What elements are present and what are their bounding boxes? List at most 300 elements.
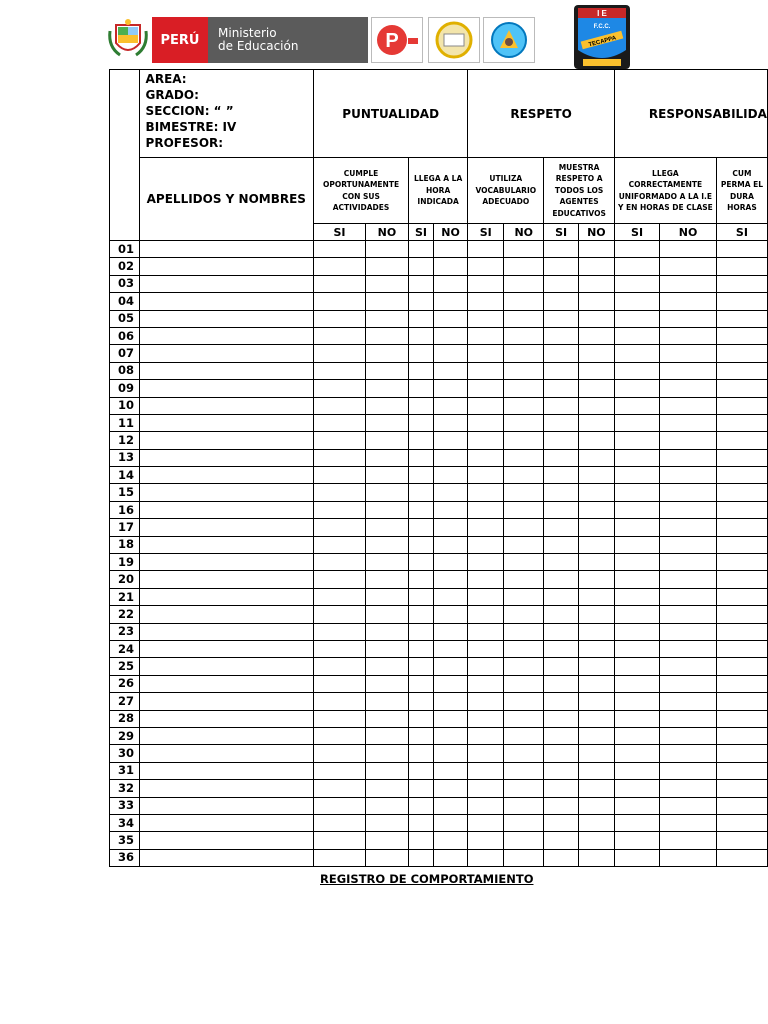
student-name-cell[interactable] [139,554,314,571]
yes-mark-cell[interactable] [314,519,366,536]
yes-mark-cell[interactable] [544,693,578,710]
no-mark-cell[interactable] [365,501,408,518]
no-mark-cell[interactable] [660,623,717,640]
no-mark-cell[interactable] [433,606,467,623]
yes-mark-cell[interactable] [409,640,434,657]
yes-mark-cell[interactable] [468,397,504,414]
no-mark-cell[interactable] [365,414,408,431]
yes-mark-cell[interactable] [468,606,504,623]
no-mark-cell[interactable] [660,293,717,310]
no-mark-cell[interactable] [578,658,614,675]
yes-mark-cell[interactable] [716,484,767,501]
no-mark-cell[interactable] [365,693,408,710]
no-mark-cell[interactable] [660,780,717,797]
no-mark-cell[interactable] [433,849,467,866]
no-mark-cell[interactable] [578,380,614,397]
yes-mark-cell[interactable] [468,640,504,657]
no-mark-cell[interactable] [660,675,717,692]
student-name-cell[interactable] [139,380,314,397]
yes-mark-cell[interactable] [468,519,504,536]
no-mark-cell[interactable] [504,675,544,692]
no-mark-cell[interactable] [504,432,544,449]
yes-mark-cell[interactable] [716,362,767,379]
yes-mark-cell[interactable] [409,675,434,692]
yes-mark-cell[interactable] [716,275,767,292]
no-mark-cell[interactable] [504,241,544,258]
no-mark-cell[interactable] [365,849,408,866]
yes-mark-cell[interactable] [614,327,659,344]
yes-mark-cell[interactable] [716,293,767,310]
yes-mark-cell[interactable] [468,310,504,327]
no-mark-cell[interactable] [578,727,614,744]
student-name-cell[interactable] [139,449,314,466]
yes-mark-cell[interactable] [409,241,434,258]
yes-mark-cell[interactable] [409,623,434,640]
yes-mark-cell[interactable] [409,814,434,831]
no-mark-cell[interactable] [365,588,408,605]
yes-mark-cell[interactable] [614,849,659,866]
student-name-cell[interactable] [139,814,314,831]
yes-mark-cell[interactable] [544,832,578,849]
yes-mark-cell[interactable] [409,345,434,362]
yes-mark-cell[interactable] [544,623,578,640]
yes-mark-cell[interactable] [716,310,767,327]
no-mark-cell[interactable] [433,554,467,571]
yes-mark-cell[interactable] [468,849,504,866]
yes-mark-cell[interactable] [614,571,659,588]
yes-mark-cell[interactable] [468,780,504,797]
no-mark-cell[interactable] [365,310,408,327]
yes-mark-cell[interactable] [314,693,366,710]
yes-mark-cell[interactable] [314,849,366,866]
yes-mark-cell[interactable] [614,432,659,449]
yes-mark-cell[interactable] [544,640,578,657]
yes-mark-cell[interactable] [314,554,366,571]
no-mark-cell[interactable] [365,814,408,831]
yes-mark-cell[interactable] [614,710,659,727]
no-mark-cell[interactable] [365,536,408,553]
no-mark-cell[interactable] [433,519,467,536]
student-name-cell[interactable] [139,501,314,518]
yes-mark-cell[interactable] [409,745,434,762]
no-mark-cell[interactable] [660,501,717,518]
yes-mark-cell[interactable] [614,362,659,379]
student-name-cell[interactable] [139,258,314,275]
yes-mark-cell[interactable] [314,241,366,258]
no-mark-cell[interactable] [660,258,717,275]
yes-mark-cell[interactable] [314,414,366,431]
no-mark-cell[interactable] [578,710,614,727]
no-mark-cell[interactable] [504,519,544,536]
yes-mark-cell[interactable] [544,588,578,605]
student-name-cell[interactable] [139,345,314,362]
no-mark-cell[interactable] [365,762,408,779]
no-mark-cell[interactable] [433,310,467,327]
yes-mark-cell[interactable] [614,397,659,414]
yes-mark-cell[interactable] [314,293,366,310]
no-mark-cell[interactable] [433,362,467,379]
no-mark-cell[interactable] [578,814,614,831]
yes-mark-cell[interactable] [409,658,434,675]
no-mark-cell[interactable] [578,467,614,484]
yes-mark-cell[interactable] [544,814,578,831]
no-mark-cell[interactable] [433,588,467,605]
yes-mark-cell[interactable] [409,606,434,623]
student-name-cell[interactable] [139,658,314,675]
student-name-cell[interactable] [139,745,314,762]
yes-mark-cell[interactable] [716,710,767,727]
yes-mark-cell[interactable] [716,571,767,588]
no-mark-cell[interactable] [433,275,467,292]
no-mark-cell[interactable] [578,258,614,275]
no-mark-cell[interactable] [365,571,408,588]
no-mark-cell[interactable] [578,640,614,657]
no-mark-cell[interactable] [504,571,544,588]
yes-mark-cell[interactable] [409,849,434,866]
no-mark-cell[interactable] [504,623,544,640]
no-mark-cell[interactable] [433,658,467,675]
student-name-cell[interactable] [139,832,314,849]
yes-mark-cell[interactable] [314,588,366,605]
yes-mark-cell[interactable] [544,762,578,779]
no-mark-cell[interactable] [578,675,614,692]
yes-mark-cell[interactable] [614,588,659,605]
no-mark-cell[interactable] [660,449,717,466]
yes-mark-cell[interactable] [314,536,366,553]
yes-mark-cell[interactable] [614,293,659,310]
yes-mark-cell[interactable] [716,693,767,710]
no-mark-cell[interactable] [365,623,408,640]
student-name-cell[interactable] [139,623,314,640]
yes-mark-cell[interactable] [716,536,767,553]
yes-mark-cell[interactable] [614,554,659,571]
no-mark-cell[interactable] [504,414,544,431]
no-mark-cell[interactable] [660,814,717,831]
yes-mark-cell[interactable] [614,414,659,431]
yes-mark-cell[interactable] [409,832,434,849]
no-mark-cell[interactable] [504,849,544,866]
no-mark-cell[interactable] [504,554,544,571]
yes-mark-cell[interactable] [409,554,434,571]
no-mark-cell[interactable] [660,693,717,710]
student-name-cell[interactable] [139,710,314,727]
yes-mark-cell[interactable] [314,467,366,484]
no-mark-cell[interactable] [578,797,614,814]
no-mark-cell[interactable] [433,380,467,397]
yes-mark-cell[interactable] [544,780,578,797]
yes-mark-cell[interactable] [468,554,504,571]
yes-mark-cell[interactable] [314,780,366,797]
yes-mark-cell[interactable] [409,762,434,779]
no-mark-cell[interactable] [433,501,467,518]
no-mark-cell[interactable] [504,658,544,675]
yes-mark-cell[interactable] [468,501,504,518]
no-mark-cell[interactable] [660,588,717,605]
no-mark-cell[interactable] [660,536,717,553]
yes-mark-cell[interactable] [614,623,659,640]
yes-mark-cell[interactable] [314,275,366,292]
yes-mark-cell[interactable] [716,849,767,866]
yes-mark-cell[interactable] [468,710,504,727]
yes-mark-cell[interactable] [314,797,366,814]
no-mark-cell[interactable] [660,241,717,258]
no-mark-cell[interactable] [365,832,408,849]
no-mark-cell[interactable] [660,380,717,397]
no-mark-cell[interactable] [433,693,467,710]
student-name-cell[interactable] [139,414,314,431]
yes-mark-cell[interactable] [314,397,366,414]
no-mark-cell[interactable] [578,484,614,501]
yes-mark-cell[interactable] [544,467,578,484]
yes-mark-cell[interactable] [614,501,659,518]
yes-mark-cell[interactable] [614,484,659,501]
yes-mark-cell[interactable] [409,536,434,553]
yes-mark-cell[interactable] [468,293,504,310]
no-mark-cell[interactable] [504,275,544,292]
yes-mark-cell[interactable] [544,310,578,327]
yes-mark-cell[interactable] [314,380,366,397]
no-mark-cell[interactable] [365,658,408,675]
no-mark-cell[interactable] [578,275,614,292]
yes-mark-cell[interactable] [716,467,767,484]
yes-mark-cell[interactable] [716,449,767,466]
yes-mark-cell[interactable] [614,310,659,327]
no-mark-cell[interactable] [504,449,544,466]
no-mark-cell[interactable] [365,275,408,292]
yes-mark-cell[interactable] [614,258,659,275]
yes-mark-cell[interactable] [468,449,504,466]
no-mark-cell[interactable] [578,780,614,797]
yes-mark-cell[interactable] [409,484,434,501]
no-mark-cell[interactable] [365,362,408,379]
student-name-cell[interactable] [139,519,314,536]
yes-mark-cell[interactable] [544,327,578,344]
yes-mark-cell[interactable] [468,258,504,275]
yes-mark-cell[interactable] [716,554,767,571]
yes-mark-cell[interactable] [409,380,434,397]
yes-mark-cell[interactable] [544,554,578,571]
yes-mark-cell[interactable] [716,727,767,744]
yes-mark-cell[interactable] [614,745,659,762]
no-mark-cell[interactable] [660,362,717,379]
yes-mark-cell[interactable] [409,501,434,518]
no-mark-cell[interactable] [433,745,467,762]
yes-mark-cell[interactable] [544,675,578,692]
no-mark-cell[interactable] [660,640,717,657]
student-name-cell[interactable] [139,588,314,605]
student-name-cell[interactable] [139,675,314,692]
no-mark-cell[interactable] [504,727,544,744]
student-name-cell[interactable] [139,536,314,553]
yes-mark-cell[interactable] [716,762,767,779]
no-mark-cell[interactable] [433,432,467,449]
no-mark-cell[interactable] [433,345,467,362]
no-mark-cell[interactable] [365,710,408,727]
no-mark-cell[interactable] [660,745,717,762]
no-mark-cell[interactable] [504,258,544,275]
yes-mark-cell[interactable] [314,623,366,640]
yes-mark-cell[interactable] [409,275,434,292]
yes-mark-cell[interactable] [614,241,659,258]
yes-mark-cell[interactable] [544,745,578,762]
yes-mark-cell[interactable] [468,832,504,849]
no-mark-cell[interactable] [365,293,408,310]
yes-mark-cell[interactable] [614,449,659,466]
no-mark-cell[interactable] [433,727,467,744]
no-mark-cell[interactable] [660,832,717,849]
yes-mark-cell[interactable] [409,397,434,414]
yes-mark-cell[interactable] [314,449,366,466]
no-mark-cell[interactable] [660,710,717,727]
yes-mark-cell[interactable] [544,849,578,866]
no-mark-cell[interactable] [504,693,544,710]
yes-mark-cell[interactable] [314,258,366,275]
no-mark-cell[interactable] [504,362,544,379]
no-mark-cell[interactable] [578,849,614,866]
yes-mark-cell[interactable] [716,380,767,397]
yes-mark-cell[interactable] [614,832,659,849]
no-mark-cell[interactable] [504,780,544,797]
yes-mark-cell[interactable] [468,588,504,605]
no-mark-cell[interactable] [660,414,717,431]
yes-mark-cell[interactable] [544,519,578,536]
yes-mark-cell[interactable] [468,536,504,553]
no-mark-cell[interactable] [433,762,467,779]
yes-mark-cell[interactable] [716,519,767,536]
yes-mark-cell[interactable] [409,414,434,431]
yes-mark-cell[interactable] [409,310,434,327]
yes-mark-cell[interactable] [716,623,767,640]
yes-mark-cell[interactable] [544,362,578,379]
yes-mark-cell[interactable] [468,797,504,814]
student-name-cell[interactable] [139,467,314,484]
yes-mark-cell[interactable] [716,432,767,449]
yes-mark-cell[interactable] [614,797,659,814]
yes-mark-cell[interactable] [614,606,659,623]
student-name-cell[interactable] [139,310,314,327]
no-mark-cell[interactable] [365,519,408,536]
yes-mark-cell[interactable] [468,745,504,762]
no-mark-cell[interactable] [433,414,467,431]
no-mark-cell[interactable] [504,397,544,414]
no-mark-cell[interactable] [433,710,467,727]
no-mark-cell[interactable] [660,275,717,292]
no-mark-cell[interactable] [504,606,544,623]
student-name-cell[interactable] [139,762,314,779]
yes-mark-cell[interactable] [614,536,659,553]
no-mark-cell[interactable] [504,745,544,762]
no-mark-cell[interactable] [433,241,467,258]
yes-mark-cell[interactable] [544,658,578,675]
yes-mark-cell[interactable] [544,293,578,310]
no-mark-cell[interactable] [365,241,408,258]
yes-mark-cell[interactable] [314,832,366,849]
no-mark-cell[interactable] [660,432,717,449]
no-mark-cell[interactable] [433,780,467,797]
no-mark-cell[interactable] [660,345,717,362]
yes-mark-cell[interactable] [716,397,767,414]
yes-mark-cell[interactable] [468,658,504,675]
no-mark-cell[interactable] [504,484,544,501]
yes-mark-cell[interactable] [544,275,578,292]
student-name-cell[interactable] [139,362,314,379]
no-mark-cell[interactable] [365,640,408,657]
yes-mark-cell[interactable] [409,362,434,379]
yes-mark-cell[interactable] [409,258,434,275]
yes-mark-cell[interactable] [314,345,366,362]
no-mark-cell[interactable] [365,397,408,414]
yes-mark-cell[interactable] [614,519,659,536]
no-mark-cell[interactable] [433,623,467,640]
yes-mark-cell[interactable] [544,241,578,258]
yes-mark-cell[interactable] [716,745,767,762]
yes-mark-cell[interactable] [468,241,504,258]
yes-mark-cell[interactable] [409,449,434,466]
no-mark-cell[interactable] [578,414,614,431]
no-mark-cell[interactable] [504,832,544,849]
yes-mark-cell[interactable] [468,327,504,344]
no-mark-cell[interactable] [433,832,467,849]
no-mark-cell[interactable] [578,623,614,640]
no-mark-cell[interactable] [578,762,614,779]
yes-mark-cell[interactable] [468,275,504,292]
no-mark-cell[interactable] [365,484,408,501]
yes-mark-cell[interactable] [468,814,504,831]
no-mark-cell[interactable] [365,327,408,344]
yes-mark-cell[interactable] [314,310,366,327]
yes-mark-cell[interactable] [544,380,578,397]
yes-mark-cell[interactable] [716,606,767,623]
yes-mark-cell[interactable] [614,727,659,744]
yes-mark-cell[interactable] [544,258,578,275]
no-mark-cell[interactable] [365,745,408,762]
yes-mark-cell[interactable] [314,606,366,623]
yes-mark-cell[interactable] [409,727,434,744]
yes-mark-cell[interactable] [468,675,504,692]
yes-mark-cell[interactable] [544,710,578,727]
student-name-cell[interactable] [139,693,314,710]
no-mark-cell[interactable] [504,762,544,779]
yes-mark-cell[interactable] [409,780,434,797]
yes-mark-cell[interactable] [314,727,366,744]
yes-mark-cell[interactable] [468,380,504,397]
student-name-cell[interactable] [139,797,314,814]
student-name-cell[interactable] [139,780,314,797]
no-mark-cell[interactable] [504,380,544,397]
yes-mark-cell[interactable] [614,640,659,657]
yes-mark-cell[interactable] [614,275,659,292]
yes-mark-cell[interactable] [716,501,767,518]
yes-mark-cell[interactable] [409,519,434,536]
yes-mark-cell[interactable] [614,345,659,362]
no-mark-cell[interactable] [365,780,408,797]
yes-mark-cell[interactable] [314,571,366,588]
yes-mark-cell[interactable] [409,432,434,449]
yes-mark-cell[interactable] [716,258,767,275]
yes-mark-cell[interactable] [409,571,434,588]
no-mark-cell[interactable] [433,467,467,484]
no-mark-cell[interactable] [433,484,467,501]
yes-mark-cell[interactable] [544,727,578,744]
yes-mark-cell[interactable] [544,414,578,431]
no-mark-cell[interactable] [660,571,717,588]
yes-mark-cell[interactable] [614,762,659,779]
no-mark-cell[interactable] [433,258,467,275]
no-mark-cell[interactable] [578,519,614,536]
no-mark-cell[interactable] [504,327,544,344]
yes-mark-cell[interactable] [314,710,366,727]
yes-mark-cell[interactable] [468,345,504,362]
